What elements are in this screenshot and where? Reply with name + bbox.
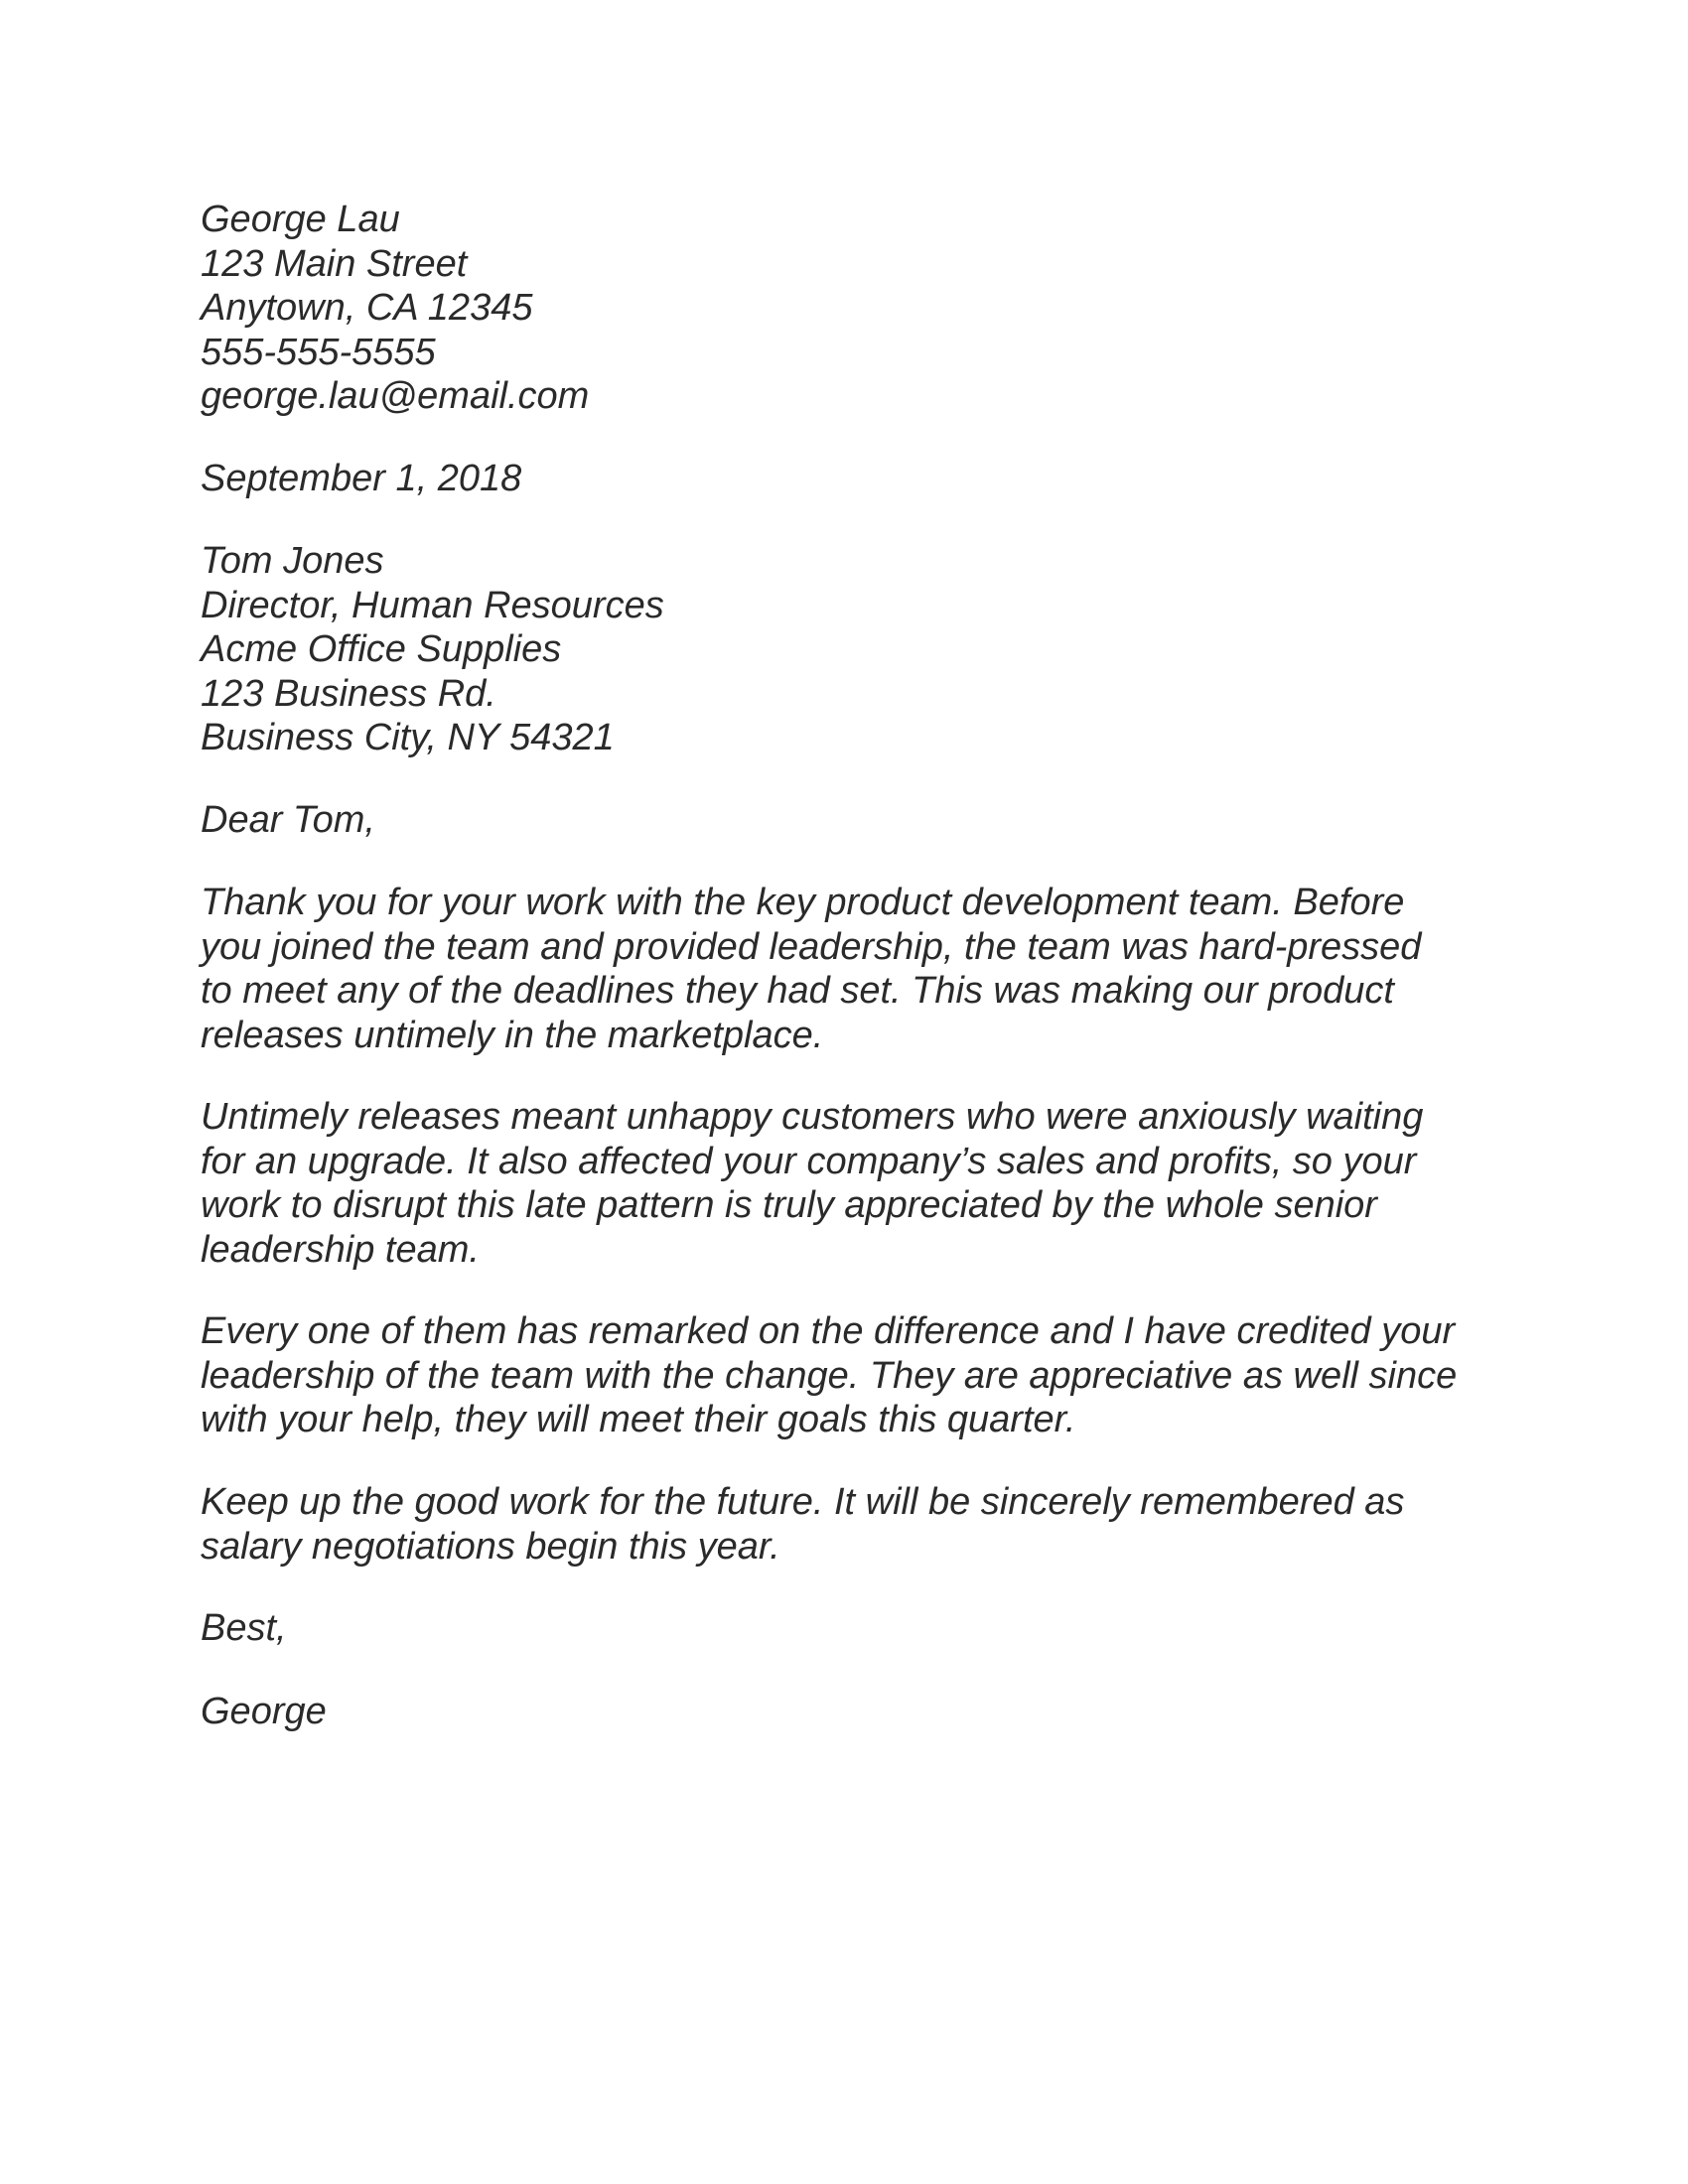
paragraph-3-line-3: with your help, they will meet their goals this quarter. — [201, 1399, 1076, 1440]
paragraph-1-line-2: you joined the team and provided leadership, the team was hard-pressed — [201, 925, 1422, 968]
sender-street: 123 Main Street — [201, 242, 468, 285]
paragraph-2-line-2: for an upgrade. It also affected your company’s sales and profits, so your — [201, 1140, 1417, 1182]
paragraph-4-line-2: salary negotiations begin this year. — [201, 1525, 780, 1568]
paragraph-1-line-3: to meet any of the deadlines they had set. This was making our product — [201, 970, 1394, 1012]
salutation: Dear Tom, — [201, 799, 375, 841]
paragraph-3-line-1: Every one of them has remarked on the difference and I have credited your — [201, 1310, 1456, 1352]
letter-date: September 1, 2018 — [201, 458, 522, 499]
sender-email: george.lau@email.com — [201, 375, 590, 417]
sender-name: George Lau — [201, 199, 400, 240]
signature: George — [201, 1691, 327, 1732]
recipient-city-state-zip: Business City, NY 54321 — [201, 717, 615, 758]
paragraph-2-line-4: leadership team. — [201, 1228, 480, 1271]
paragraph-2-line-1: Untimely releases meant unhappy customers who were anxiously waiting — [201, 1096, 1424, 1138]
recipient-company: Acme Office Supplies — [201, 628, 562, 670]
paragraph-1-line-4: releases untimely in the marketplace. — [201, 1014, 824, 1056]
recipient-name: Tom Jones — [201, 540, 384, 582]
sender-phone: 555-555-5555 — [201, 331, 436, 373]
sender-city-state-zip: Anytown, CA 12345 — [201, 287, 533, 329]
paragraph-1-line-1: Thank you for your work with the key product development team. Before — [201, 882, 1405, 923]
paragraph-4-line-1: Keep up the good work for the future. It will be sincerely remembered as — [201, 1481, 1405, 1523]
recipient-street: 123 Business Rd. — [201, 672, 496, 715]
closing: Best, — [201, 1607, 287, 1649]
paragraph-2-line-3: work to disrupt this late pattern is truly appreciated by the whole senior — [201, 1184, 1377, 1226]
paragraph-3-line-2: leadership of the team with the change. They are appreciative as well since — [201, 1354, 1458, 1397]
recipient-title: Director, Human Resources — [201, 584, 664, 626]
